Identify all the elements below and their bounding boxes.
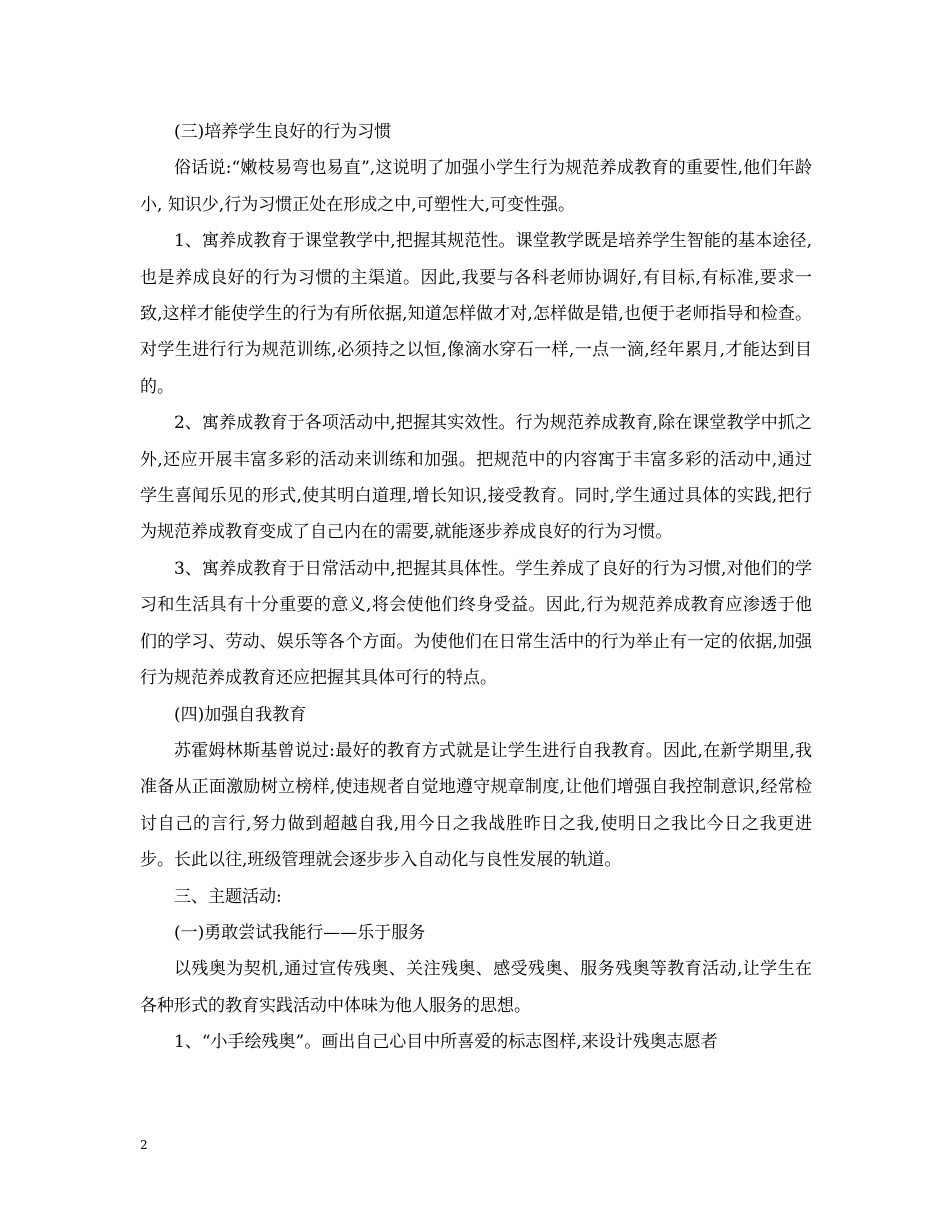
section-heading-theme-activities: 三、主题活动: [174, 886, 282, 907]
section-heading-self-education: (四)加强自我教育 [174, 704, 307, 725]
paragraph-classroom-teaching: 1、寓养成教育于课堂教学中,把握其规范性。课堂教学既是培养学生智能的基本途径,也是养成良好的行为习惯的主渠道。因此,我要与各科老师协调好,有目标,有标准,要求一致,这样才能使学生的行为有所依据,知道怎样做才对,怎样做是错,也便于老师指导和检查。对学生进行行为规范训练,必须持之以恒,像滴水穿石一样,一点一滴,经年累月,才能达到目的。 [140, 231, 812, 397]
paragraph-proverb: 俗话说:“嫩枝易弯也易直”,这说明了加强小学生行为规范养成教育的重要性,他们年龄小, 知识少,行为习惯正处在形成之中,可塑性大,可变性强。 [140, 158, 812, 215]
section-heading-cultivate-habits: (三)培养学生良好的行为习惯 [174, 122, 392, 142]
paragraph-self-education: 苏霍姆林斯基曾说过:最好的教育方式就是让学生进行自我教育。因此,在新学期里,我准备从正面激励树立榜样,使违规者自觉地遵守规章制度,让他们增强自我控制意识,经常检讨自己的言行,努力做到超越自我,用今日之我战胜昨日之我,使明日之我比今日之我更进步。长此以往,班级管理就会逐步步入自动化与良性发展的轨道。 [140, 740, 812, 871]
paragraph-activities: 2、寓养成教育于各项活动中,把握其实效性。行为规范养成教育,除在课堂教学中抓之外,还应开展丰富多彩的活动来训练和加强。把规范中的内容寓于丰富多彩的活动中,通过学生喜闻乐见的形式,使其明白道理,增长知识,接受教育。同时,学生通过具体的实践,把行为规范养成教育变成了自己内在的需要,就能逐步养成良好的行为习惯。 [140, 413, 812, 543]
page-number: 2 [140, 1138, 148, 1152]
paragraph-daily-activities: 3、寓养成教育于日常活动中,把握其具体性。学生养成了良好的行为习惯,对他们的学习和生活具有十分重要的意义,将会使他们终身受益。因此,行为规范养成教育应渗透于他们的学习、劳动、娱乐等各个方面。为使他们在日常生活中的行为举止有一定的依据,加强行为规范养成教育还应把握其具体可行的特点。 [140, 558, 812, 689]
document-body [140, 114, 812, 1061]
paragraph-paralympics: 以残奥为契机,通过宣传残奥、关注残奥、感受残奥、服务残奥等教育活动,让学生在各种形式的教育实践活动中体味为他人服务的思想。 [140, 959, 812, 1016]
paragraph-little-hands: 1、“小手绘残奥”。画出自己心目中所喜爱的标志图样,来设计残奥志愿者 [174, 1032, 718, 1053]
section-heading-brave-try: (一)勇敢尝试我能行——乐于服务 [174, 922, 426, 943]
